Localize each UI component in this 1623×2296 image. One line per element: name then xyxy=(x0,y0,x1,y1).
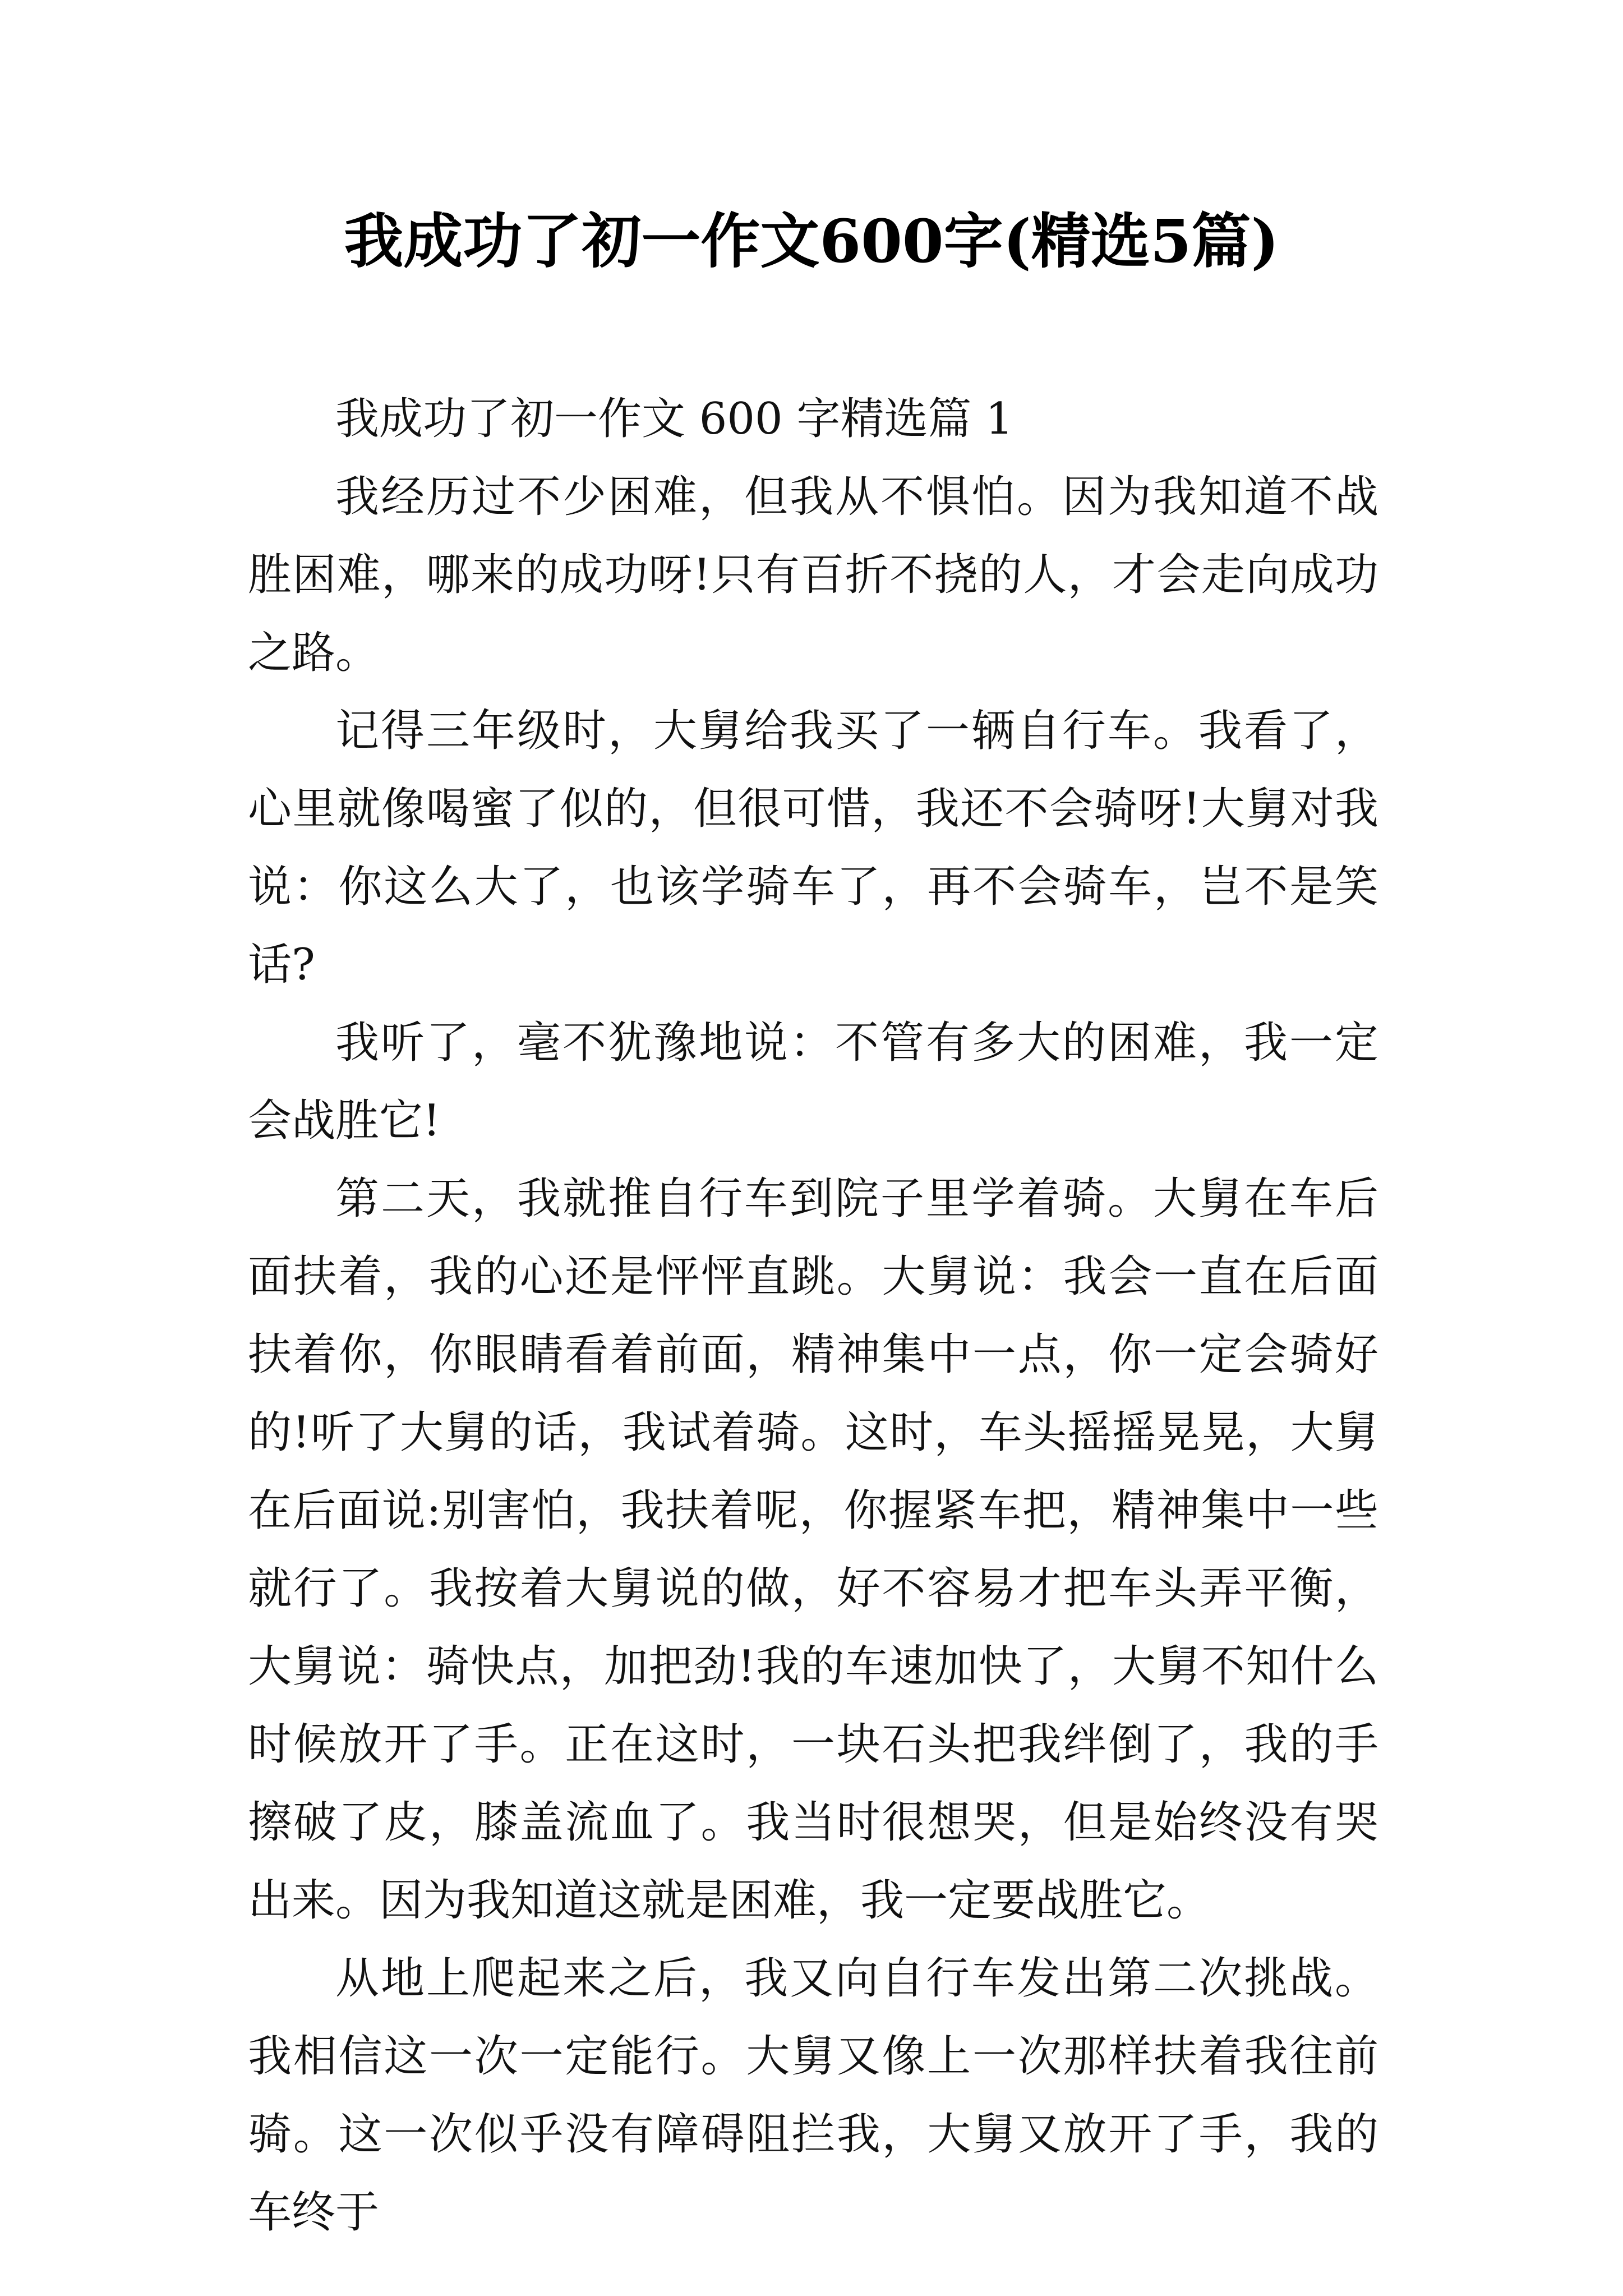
paragraph: 从地上爬起来之后，我又向自行车发出第二次挑战。我相信这一次一定能行。大舅又像上一次那样扶着我往前骑。这一次似乎没有障碍阻拦我，大舅又放开了手，我的车终于 xyxy=(248,1953,1378,2238)
section-heading: 我成功了初一作文 600 字精选篇 1 xyxy=(335,394,1013,444)
paragraph: 我经历过不少困难，但我从不惧怕。因为我知道不战胜困难，哪来的成功呀!只有百折不挠的人，才会走向成功之路。 xyxy=(248,472,1378,678)
document-body xyxy=(248,380,1378,2252)
paragraph: 第二天，我就推自行车到院子里学着骑。大舅在车后面扶着，我的心还是怦怦直跳。大舅说：我会一直在后面扶着你，你眼睛看着前面，精神集中一点，你一定会骑好的!听了大舅的话，我试着骑。这时，车头摇摇晃晃，大舅在后面说:别害怕，我扶着呢，你握紧车把，精神集中一些就行了。我按着大舅说的做，好不容易才把车头弄平衡，大舅说：骑快点，加把劲!我的车速加快了，大舅不知什么时候放开了手。正在这时，一块石头把我绊倒了，我的手擦破了皮，膝盖流血了。我当时很想哭，但是始终没有哭出来。因为我知道这就是困难，我一定要战胜它。 xyxy=(248,1174,1378,1926)
paragraph: 我听了，毫不犹豫地说：不管有多大的困难，我一定会战胜它! xyxy=(248,1018,1378,1146)
document-title: 我成功了初一作文600字(精选5篇) xyxy=(344,206,1279,276)
paragraph: 记得三年级时，大舅给我买了一辆自行车。我看了，心里就像喝蜜了似的，但很可惜，我还不会骑呀!大舅对我说：你这么大了，也该学骑车了，再不会骑车，岂不是笑话? xyxy=(248,706,1378,990)
